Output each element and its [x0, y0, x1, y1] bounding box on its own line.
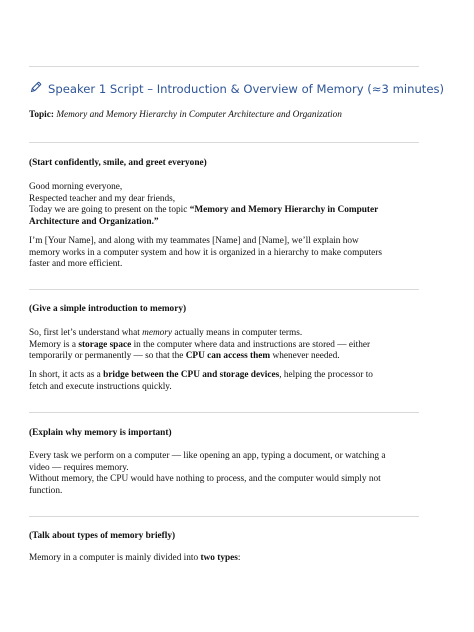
greeting-paragraph: [29, 182, 424, 228]
text-segment: Memory in a computer is mainly divided into: [29, 553, 201, 563]
section-heading-memory-intro: (Give a simple introduction to memory): [29, 304, 187, 314]
text-line: Respected teacher and my dear friends,: [29, 193, 176, 204]
intro-paragraph: [29, 236, 424, 271]
section-divider: [29, 142, 419, 143]
emphasis-cpu-access: CPU can access them: [185, 351, 271, 362]
text-line: [29, 370, 424, 382]
types-paragraph: [29, 553, 424, 565]
text-segment: So, first let’s understand what: [29, 328, 143, 338]
topic-label: Topic:: [29, 110, 54, 120]
text-line: [29, 351, 424, 363]
emphasis-bridge: bridge between the CPU and storage devices: [103, 370, 280, 380]
text-segment: , helping the processor to: [279, 370, 373, 380]
text-line: Good morning everyone,: [29, 182, 123, 192]
text-line: [29, 340, 424, 352]
topic-value: Memory and Memory Hierarchy in Computer Architecture and Organization: [56, 110, 342, 120]
topic-emphasis: Architecture and Organization.”: [29, 216, 159, 227]
text-line: [29, 553, 424, 565]
text-line: Every task we perform on a computer — like opening an app, typing a document, or watching a: [29, 451, 386, 461]
memory-summary-paragraph: [29, 370, 424, 393]
section-divider: [29, 289, 419, 290]
section-heading-importance: (Explain why memory is important): [29, 428, 172, 438]
text-segment: in the computer where data and instructions are stored — either: [131, 339, 371, 350]
emphasis-storage-space: storage space: [78, 339, 132, 350]
text-line: faster and more efficient.: [29, 259, 123, 270]
section-heading-greeting: (Start confidently, smile, and greet everyone): [29, 158, 207, 168]
script-title: [29, 81, 445, 97]
text-segment: In short, it acts as a: [29, 370, 104, 380]
text-line: [29, 205, 424, 217]
text-segment: Today we are going to present on the topic: [29, 205, 190, 216]
text-line: Without memory, the CPU would have nothing to process, and the computer would simply not: [29, 474, 381, 485]
text-line: I’m [Your Name], and along with my teammates [Name] and [Name], we’ll explain how: [29, 236, 359, 246]
text-line: function.: [29, 485, 63, 496]
text-segment: actually means in computer terms.: [172, 328, 303, 338]
emphasis-two-types: two types: [200, 553, 238, 563]
section-heading-types: (Talk about types of memory briefly): [29, 531, 176, 541]
text-line: video — requires memory.: [29, 462, 129, 473]
text-segment: :: [237, 553, 241, 563]
text-line: [29, 328, 424, 340]
memory-definition-paragraph: [29, 328, 424, 363]
importance-paragraph: [29, 451, 424, 497]
text-line: memory works in a computer system and how it is organized in a hierarchy to make computers: [29, 247, 383, 258]
text-segment: temporarily or permanently — so that the: [29, 351, 186, 362]
text-segment: Memory is a: [29, 339, 79, 350]
emphasis-memory: memory: [142, 328, 173, 338]
section-divider: [29, 412, 419, 413]
text-line: fetch and execute instructions quickly.: [29, 381, 172, 392]
top-divider: [29, 66, 419, 67]
pencil-icon: [29, 81, 48, 97]
topic-emphasis: “Memory and Memory Hierarchy in Computer: [189, 205, 379, 216]
text-segment: whenever needed.: [270, 351, 340, 362]
section-divider: [29, 516, 419, 517]
topic-line: [29, 110, 424, 122]
title-text: Speaker 1 Script – Introduction & Overview of Memory (≈3 minutes): [48, 82, 445, 96]
